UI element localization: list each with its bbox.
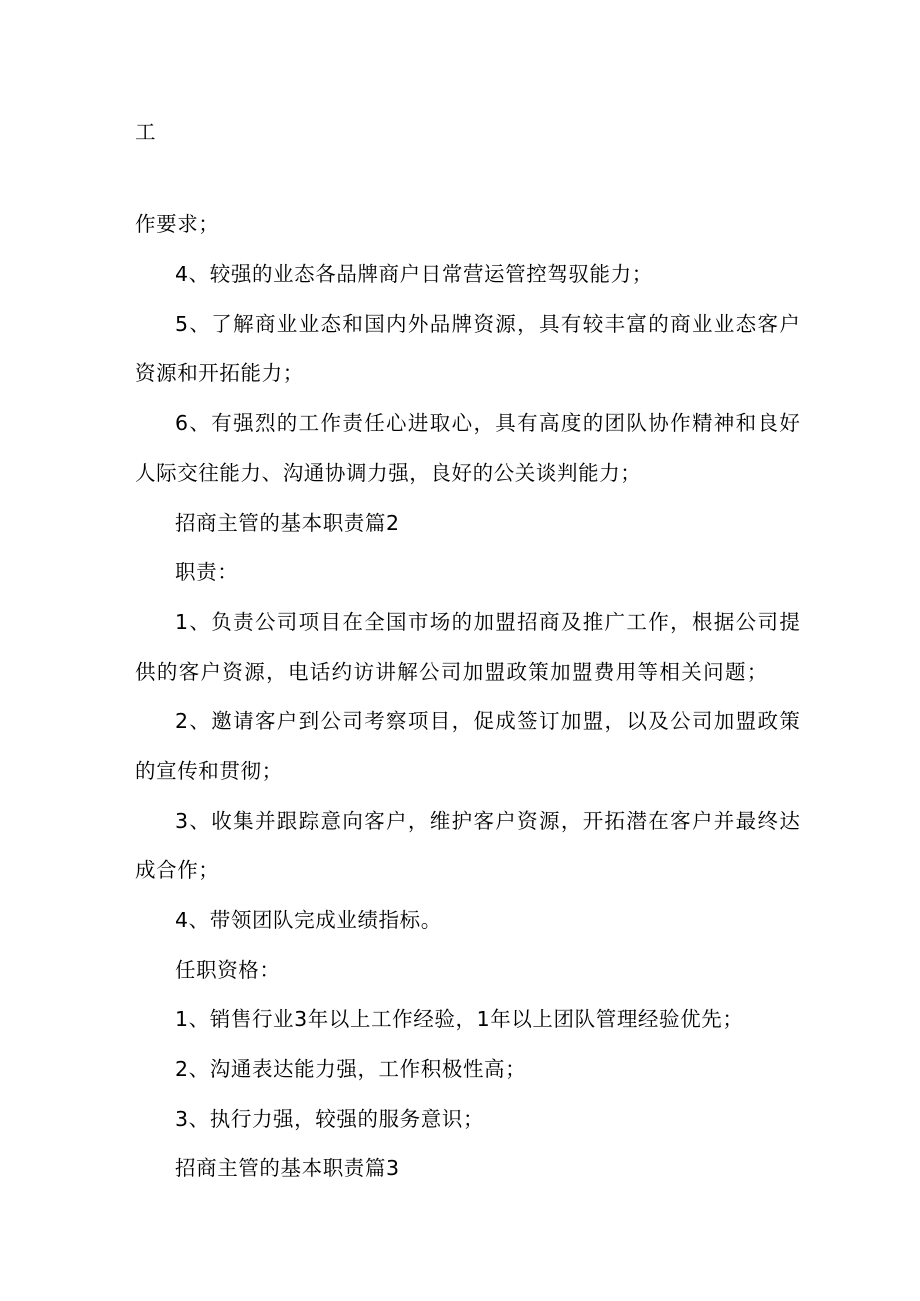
text-line: 工 (135, 120, 157, 144)
subheading: 任职资格： (175, 958, 281, 982)
text-line: 作要求； (135, 212, 220, 236)
list-item: 1、销售行业3年以上工作经验，1年以上团队管理经验优先； (175, 1007, 744, 1031)
text-line: 人际交往能力、沟通协调力强，良好的公关谈判能力； (135, 461, 642, 485)
list-item: 3、收集并跟踪意向客户，维护客户资源，开拓潜在客户并最终达 (175, 809, 802, 833)
list-item: 4、带领团队完成业绩指标。 (175, 908, 442, 932)
list-item: 2、邀请客户到公司考察项目，促成签订加盟，以及公司加盟政策 (175, 709, 802, 733)
subheading: 职责： (175, 560, 239, 584)
list-item: 5、了解商业业态和国内外品牌资源，具有较丰富的商业业态客户 (175, 312, 802, 336)
section-heading: 招商主管的基本职责篇3 (175, 1156, 400, 1180)
list-item: 3、执行力强，较强的服务意识； (175, 1107, 485, 1131)
section-heading: 招商主管的基本职责篇2 (175, 511, 400, 535)
list-item: 4、较强的业态各品牌商户日常营运管控驾驭能力； (175, 262, 653, 286)
list-item: 6、有强烈的工作责任心进取心，具有高度的团队协作精神和良好 (175, 411, 802, 435)
list-item: 2、沟通表达能力强，工作积极性高； (175, 1057, 527, 1081)
text-line: 供的客户资源，电话约访讲解公司加盟政策加盟费用等相关问题； (135, 660, 769, 684)
text-line: 资源和开拓能力； (135, 361, 304, 385)
text-line: 成合作； (135, 858, 220, 882)
text-line: 的宣传和贯彻； (135, 759, 283, 783)
list-item: 1、负责公司项目在全国市场的加盟招商及推广工作，根据公司提 (175, 610, 802, 634)
